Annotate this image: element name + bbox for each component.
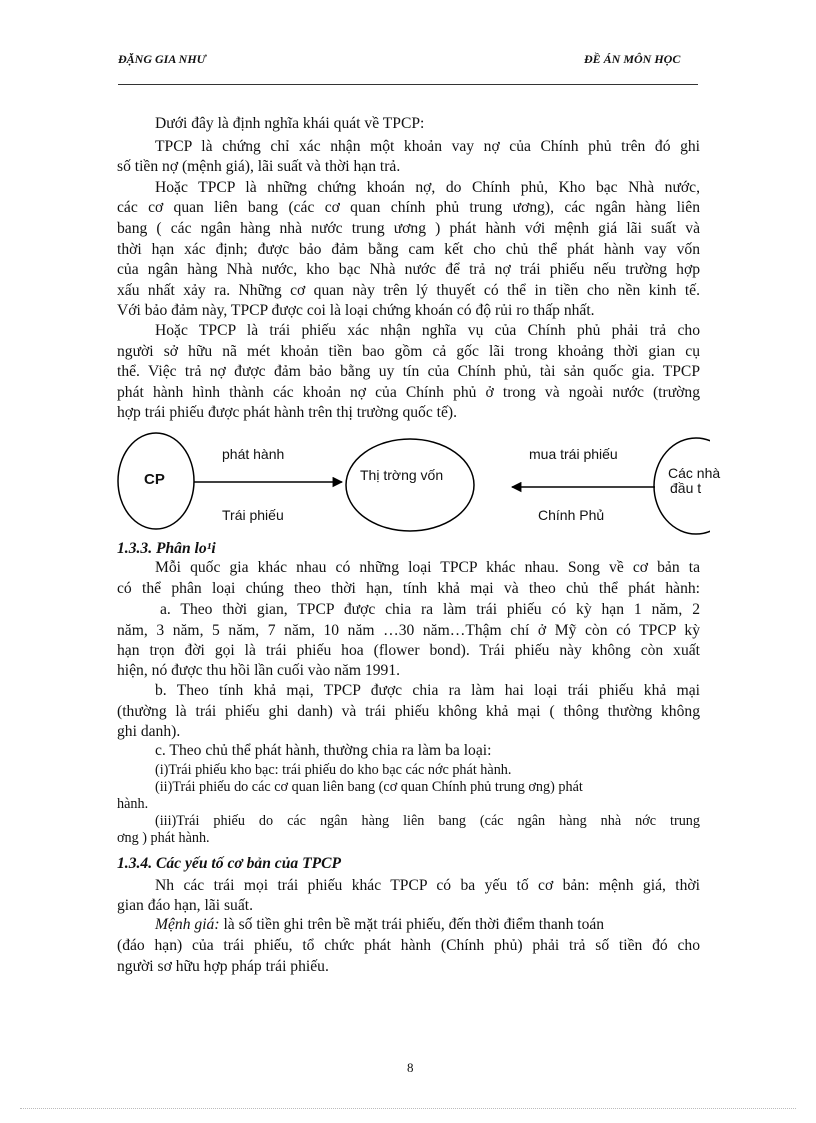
body-line: bang ( các ngân hàng nhà nước trung ương ) phát hành với mệnh giá lãi suất và <box>117 220 700 237</box>
body-line: Với bảo đảm này, TPCP được coi là loại chứng khoán có độ rủi ro thấp nhất. <box>117 302 595 319</box>
issue-label: phát hành <box>222 446 285 462</box>
buy-bond-label: mua trái phiếu <box>529 446 618 462</box>
list-item: (ii)Trái phiếu do các cơ quan liên bang (cơ quan Chính phủ trung ơng) phát <box>155 779 583 795</box>
investors-label-1: Các nhà <box>668 465 721 481</box>
body-line: phát hành hình thành các khoản nợ của Chính phủ ở trong và ngoài nước (trường <box>117 384 700 401</box>
body-line <box>155 915 700 935</box>
body-line: hạn trọn đời gọi là trái phiếu hoa (flower bond). Trái phiếu này không còn xuất <box>117 642 700 659</box>
investors-label-2: đầu t <box>670 480 702 496</box>
page-bottom-border <box>20 1108 796 1109</box>
body-line: thể. Việc trả nợ được đảm bảo bằng uy tín của Chính phủ, tài sản quốc gia. TPCP <box>117 363 700 380</box>
body-line: hiện, nó được thu hồi lần cuối vào năm 1991. <box>117 662 401 679</box>
header-rule <box>118 84 698 85</box>
body-line: a. Theo thời gian, TPCP được chia ra làm trái phiếu có kỳ hạn 1 năm, 2 <box>160 601 700 618</box>
body-line: số tiền nợ (mệnh giá), lãi suất và thời hạn trả. <box>117 158 401 175</box>
body-line: của ngân hàng Nhà nước, kho bạc Nhà nước để trả nợ trái phiếu nếu trường hợp <box>117 261 700 278</box>
list-item: ơng ) phát hành. <box>117 830 210 846</box>
body-line: người sơ hữu hợp pháp trái phiếu. <box>117 958 329 975</box>
list-item: (i)Trái phiếu kho bạc: trái phiếu do kho bạc các nớc phát hành. <box>155 762 512 778</box>
body-line: có thể phân loại chúng theo thời hạn, tính khả mại và theo chủ thể phát hành: <box>117 580 700 597</box>
capital-market-label: Thị trờng vốn <box>360 467 444 483</box>
body-line: TPCP là chứng chỉ xác nhận một khoản vay nợ của Chính phủ trên đó ghi <box>155 138 700 155</box>
intro-line: Dưới đây là định nghĩa khái quát về TPCP: <box>155 115 425 132</box>
page-number: 8 <box>407 1060 414 1075</box>
body-line: ghi danh). <box>117 723 181 740</box>
body-line: năm, 3 năm, 5 năm, 7 năm, 10 năm …30 năm…Thậm chí ở Mỹ còn có TPCP kỳ <box>117 622 700 639</box>
bond-label: Trái phiếu <box>222 507 284 523</box>
capital-market-node <box>346 439 474 531</box>
body-line: thời hạn xác định; được bảo đảm bằng cam kết cho chủ thể phát hành vay vốn <box>117 241 700 258</box>
section-heading-133: 1.3.3. Phân lo¹i <box>117 540 216 557</box>
cp-label: CP <box>144 471 165 488</box>
header-title: ĐỀ ÁN MÔN HỌC <box>584 52 681 66</box>
section-heading-134: 1.3.4. Các yếu tố cơ bản của TPCP <box>117 855 342 872</box>
body-line: người sở hữu nã mét khoản tiền bao gồm cả gốc lãi trong khoảng thời gian cụ <box>117 343 700 360</box>
list-item: hành. <box>117 796 149 812</box>
body-line: Mỗi quốc gia khác nhau có những loại TPCP khác nhau. Song về cơ bản ta <box>155 559 700 576</box>
term-label: Mệnh giá: <box>155 916 220 933</box>
body-line: gian đáo hạn, lãi suất. <box>117 897 253 914</box>
body-line: xấu nhất xảy ra. Những cơ quan này trên lý thuyết có thể in tiền cho nền kinh tế. <box>117 282 700 299</box>
body-line: b. Theo tính khả mại, TPCP được chia ra làm hai loại trái phiếu khả mại <box>155 682 700 699</box>
body-line: hợp trái phiếu được phát hành trên thị trường quốc tế). <box>117 404 458 421</box>
list-item: (iii)Trái phiếu do các ngân hàng liên bang (các ngân hàng nhà nớc trung <box>155 813 700 829</box>
body-line: các cơ quan liên bang (các cơ quan chính phủ trung ương), các ngân hàng liên <box>117 199 700 216</box>
government-label: Chính Phủ <box>538 507 605 523</box>
body-line: (thường là trái phiếu ghi danh) và trái phiếu không khả mại ( thông thường không <box>117 703 700 720</box>
header-author: ĐẶNG GIA NHƯ <box>118 52 206 66</box>
body-line: c. Theo chủ thể phát hành, thường chia ra làm ba loại: <box>155 742 492 759</box>
term-definition: là số tiền ghi trên bề mặt trái phiếu, đến thời điểm thanh toán <box>223 916 605 933</box>
body-line: (đáo hạn) của trái phiếu, tổ chức phát hành (Chính phủ) phải trả số tiền đó cho <box>117 937 700 954</box>
body-line: Hoặc TPCP là những chứng khoán nợ, do Chính phủ, Kho bạc Nhà nước, <box>155 179 700 196</box>
body-line: Hoặc TPCP là trái phiếu xác nhận nghĩa vụ của Chính phủ phải trả cho <box>155 322 700 339</box>
bond-flow-diagram <box>110 430 710 550</box>
body-line: Nh các trái mọi trái phiếu khác TPCP có ba yếu tố cơ bản: mệnh giá, thời <box>155 877 700 894</box>
